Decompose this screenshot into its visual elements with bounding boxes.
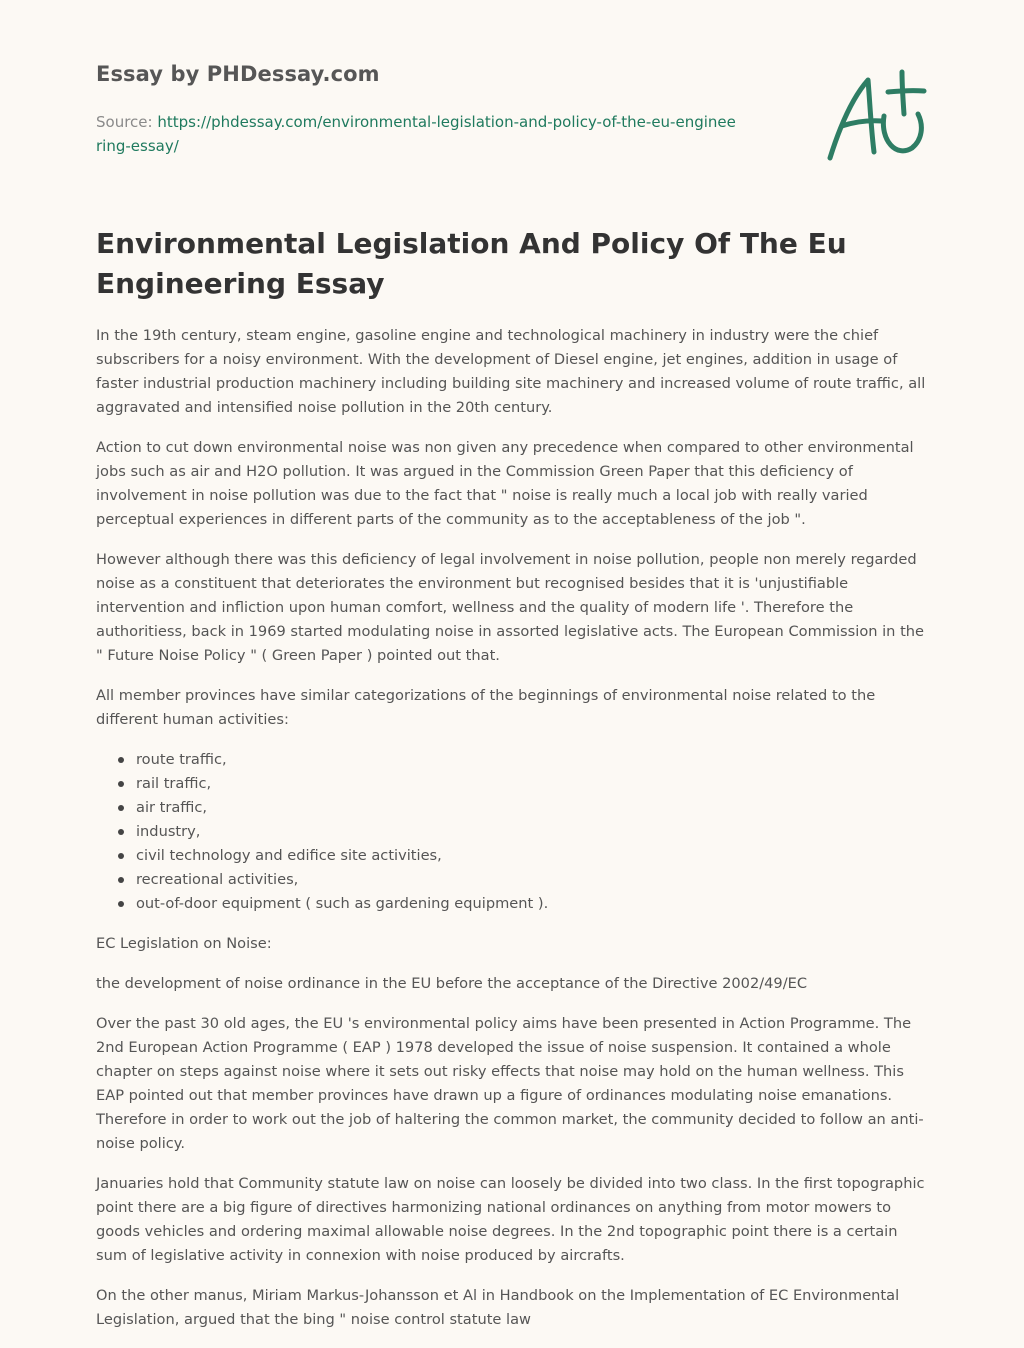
- list-item: industry,: [136, 820, 930, 844]
- essay-title: Environmental Legislation And Policy Of The Eu Engineering Essay: [96, 227, 847, 300]
- source-line: [96, 110, 736, 158]
- paragraph-1: In the 19th century, steam engine, gasoline engine and technological machinery in industry were the chief subscribers for a noisy environment. With the development of Diesel engine, jet engines, addition in usage of faster industrial production machinery including building site machinery and increased volume of route traffic, all aggravated and intensified noise pollution in the 20th century.: [96, 327, 926, 416]
- list-item: rail traffic,: [136, 772, 930, 796]
- a-plus-logo-icon: [818, 64, 930, 168]
- paragraph-7: Over the past 30 old ages, the EU 's environmental policy aims have been presented in Action Programme. The 2nd European Action Programme ( EAP ) 1978 developed the issue of noise suspension. It contained a whole chapter on steps against noise where it sets out risky effects that noise may hold on the human wellness. This EAP pointed out that member provinces have drawn up a figure of ordinances modulating noise emanations. Therefore in order to work out the job of haltering the common market, the community decided to follow an anti-noise policy.: [96, 1015, 924, 1152]
- noise-sources-list: [96, 748, 930, 916]
- list-item: civil technology and edifice site activities,: [136, 844, 930, 868]
- paragraph-3: However although there was this deficiency of legal involvement in noise pollution, people non merely regarded noise as a constituent that deteriorates the environment but recognised besides that it is 'unjustifiable intervention and infliction upon human comfort, wellness and the quality of modern life '. Therefore the authoritiess, back in 1969 started modulating noise in assorted legislative acts. The European Commission in the " Future Noise Policy " ( Green Paper ) pointed out that.: [96, 551, 925, 664]
- source-link[interactable]: https://phdessay.com/environmental-legislation-and-policy-of-the-eu-engineering-essay/: [96, 113, 736, 155]
- list-item: route traffic,: [136, 748, 930, 772]
- paragraph-5: EC Legislation on Noise:: [96, 935, 272, 952]
- paragraph-9: On the other manus, Miriam Markus-Johansson et Al in Handbook on the Implementation of EC Environmental Legislation, argued that the bing " noise control statute law: [96, 1287, 900, 1328]
- list-item: out-of-door equipment ( such as gardening equipment ).: [136, 892, 930, 916]
- list-item: recreational activities,: [136, 868, 930, 892]
- paragraph-8: Januaries hold that Community statute law on noise can loosely be divided into two class. In the first topographic point there are a big figure of directives harmonizing national ordinances on anything from motor mowers to goods vehicles and ordering maximal allowable noise degrees. In the 2nd topographic point there is a certain sum of legislative activity in connexion with noise produced by aircrafts.: [96, 1175, 925, 1264]
- essay-body: [96, 324, 930, 1348]
- paragraph-4: All member provinces have similar categorizations of the beginnings of environmental noise related to the different human activities:: [96, 687, 876, 728]
- list-item: air traffic,: [136, 796, 930, 820]
- site-brand: Essay by PHDessay.com: [96, 62, 380, 86]
- paragraph-6: the development of noise ordinance in the EU before the acceptance of the Directive 2002/49/EC: [96, 975, 808, 992]
- paragraph-2: Action to cut down environmental noise was non given any precedence when compared to other environmental jobs such as air and H2O pollution. It was argued in the Commission Green Paper that this deficiency of involvement in noise pollution was due to the fact that " noise is really much a local job with really varied perceptual experiences in different parts of the community as to the acceptableness of the job ".: [96, 439, 914, 528]
- source-label: Source:: [96, 113, 153, 131]
